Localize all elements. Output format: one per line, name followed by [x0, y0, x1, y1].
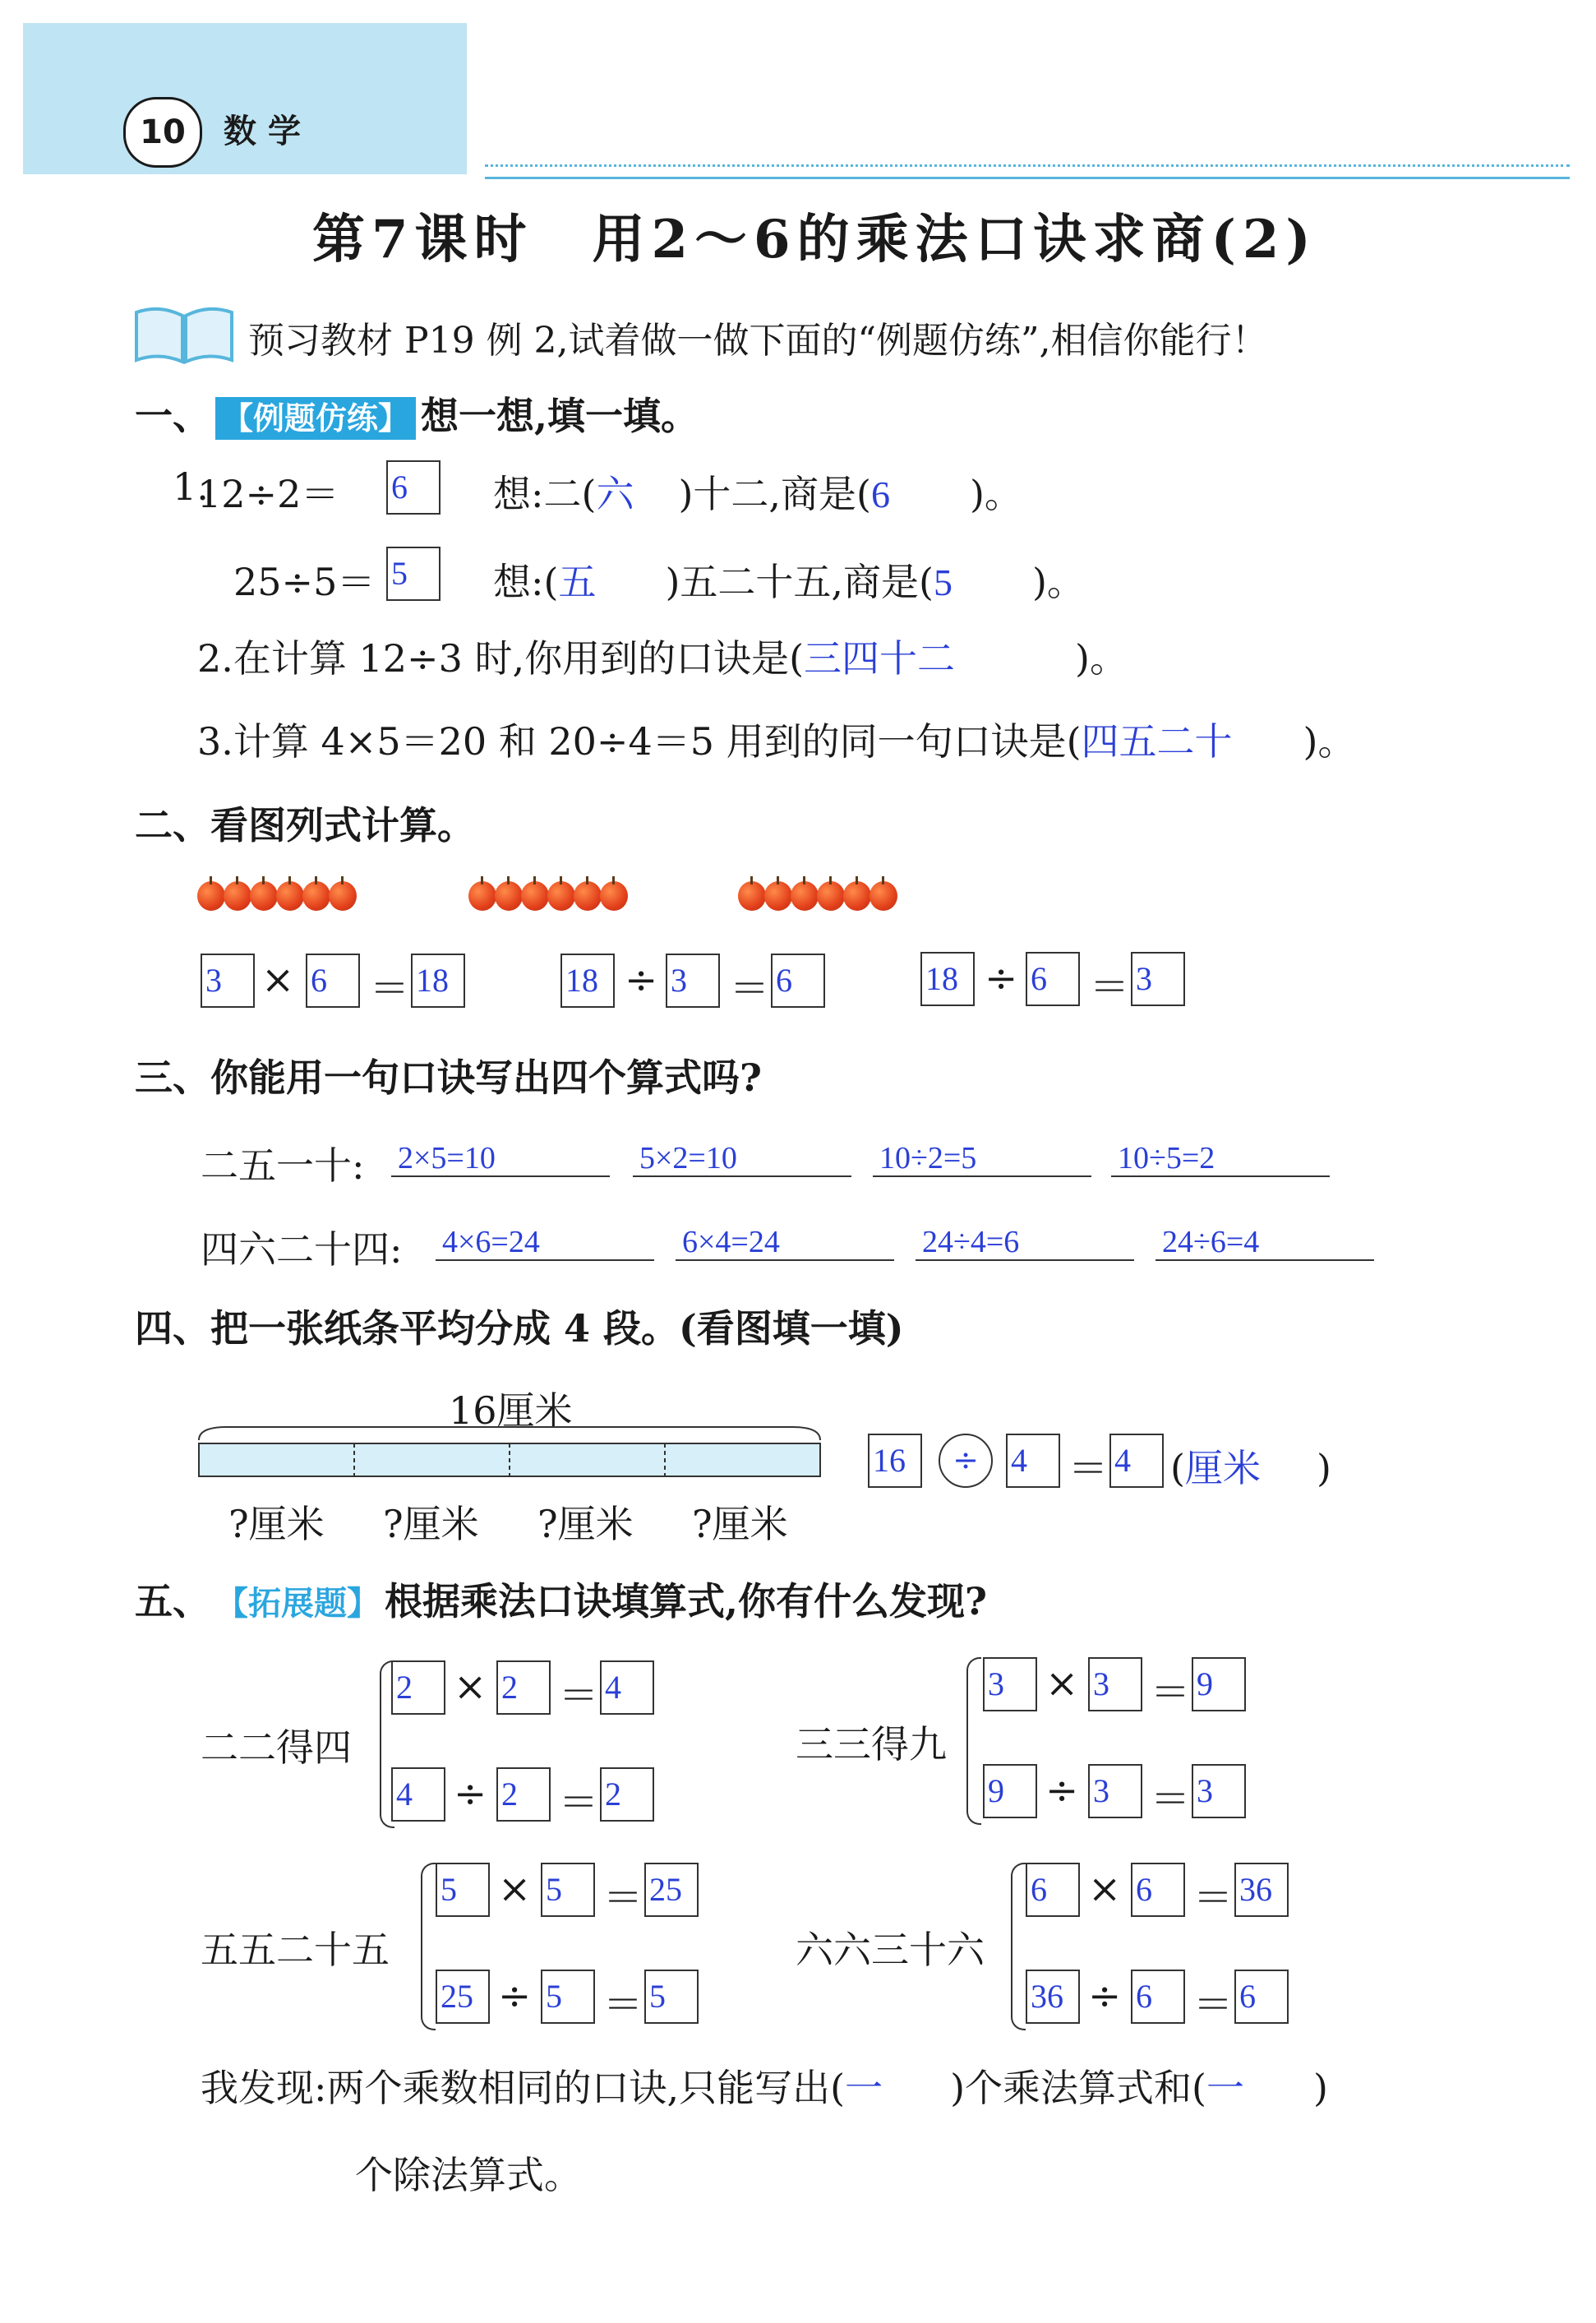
operator-circle[interactable]: ÷	[939, 1434, 993, 1488]
apple-group	[738, 881, 896, 911]
koujue-row2: 四六二十四:	[201, 1227, 403, 1272]
operator: ÷	[985, 955, 1018, 1001]
apple-icon	[764, 881, 792, 911]
apple-icon	[329, 881, 357, 911]
unit-line: (厘米 )	[1170, 1439, 1331, 1493]
koujue-label: 五五二十五	[201, 1928, 390, 1972]
operator: ×	[1088, 1866, 1122, 1912]
answer-box[interactable]: 6	[771, 954, 825, 1008]
subject-label: 数学	[224, 113, 312, 150]
q1-number: 1.	[173, 464, 209, 509]
paper-strip-diagram	[194, 1422, 827, 1488]
operator: ＝	[603, 1875, 643, 1921]
answer-line[interactable]: 10÷5=2	[1111, 1139, 1330, 1177]
koujue-label: 六六三十六	[796, 1928, 985, 1972]
apple-icon	[521, 881, 549, 911]
preview-text: 预习教材 P19 例 2,试着做一做下面的“例题仿练”,相信你能行！	[248, 320, 1268, 362]
answer-text: 6	[870, 473, 890, 515]
operator: ＝	[603, 1982, 643, 2028]
answer-box[interactable]: 36	[1234, 1863, 1289, 1917]
operator: ＝	[559, 1780, 599, 1826]
answer-box[interactable]: 6	[1131, 1863, 1185, 1917]
answer-box[interactable]: 5	[541, 1970, 595, 2024]
section-1-heading	[135, 386, 699, 441]
answer-box[interactable]: 5	[386, 547, 441, 601]
answer-box[interactable]: 36	[1026, 1970, 1080, 2024]
segment-label: ?厘米	[537, 1502, 634, 1546]
operator: ＝	[1090, 964, 1130, 1010]
answer-text: 五	[558, 561, 597, 603]
q1-think-line1: 想:二(六 )十二,商是(6 )。	[493, 464, 1022, 519]
example-tag: 【例题仿练】	[215, 397, 416, 440]
apple-icon	[791, 881, 819, 911]
answer-box[interactable]: 2	[391, 1660, 445, 1715]
apple-icon	[468, 881, 496, 911]
apple-icon	[843, 881, 871, 911]
answer-box[interactable]: 6	[1234, 1970, 1289, 2024]
koujue-label: 二二得四	[201, 1725, 352, 1770]
lesson-title: 第7课时 用2～6的乘法口诀求商(2)	[312, 209, 1317, 270]
answer-box[interactable]: 6	[1026, 952, 1080, 1006]
answer-box[interactable]: 2	[496, 1767, 551, 1822]
answer-box[interactable]: 2	[496, 1660, 551, 1715]
q1-think-line2: 想:(五 )五二十五,商是(5 )。	[493, 552, 1085, 607]
answer-box[interactable]: 25	[644, 1863, 699, 1917]
brace	[966, 1657, 981, 1825]
answer-line[interactable]: 24÷6=4	[1155, 1223, 1374, 1261]
koujue-row1: 二五一十:	[201, 1143, 365, 1188]
answer-box[interactable]: 18	[411, 954, 465, 1008]
apple-icon	[817, 881, 845, 911]
apple-icon	[224, 881, 251, 911]
q2-line: 2.在计算 12÷3 时,你用到的口诀是(三四十二 )。	[197, 629, 1128, 683]
apple-group	[468, 881, 626, 911]
apple-group	[197, 881, 355, 911]
answer-box[interactable]: 6	[306, 954, 360, 1008]
operator: ×	[1045, 1660, 1079, 1706]
apple-icon	[547, 881, 575, 911]
answer-line[interactable]: 10÷2=5	[873, 1139, 1091, 1177]
answer-text: 一	[1206, 2067, 1244, 2109]
apple-icon	[869, 881, 897, 911]
answer-box[interactable]: 3	[666, 954, 720, 1008]
answer-box[interactable]: 5	[541, 1863, 595, 1917]
section-1-text: 想一想,填一填。	[421, 394, 699, 438]
strip-total-length: 16厘米	[449, 1388, 573, 1433]
answer-box[interactable]: 2	[600, 1767, 654, 1822]
operator: ＝	[1151, 1670, 1191, 1716]
answer-box[interactable]: 3	[983, 1657, 1037, 1711]
answer-line[interactable]: 6×4=24	[676, 1223, 894, 1261]
answer-box[interactable]: 6	[1131, 1970, 1185, 2024]
apple-icon	[495, 881, 523, 911]
apple-icon	[574, 881, 602, 911]
answer-box[interactable]: 4	[391, 1767, 445, 1822]
operator: ＝	[559, 1673, 599, 1719]
segment-label: ?厘米	[692, 1502, 788, 1546]
answer-box[interactable]: 25	[436, 1970, 490, 2024]
apple-icon	[600, 881, 628, 911]
section-5-heading: 五、 【拓展题】 根据乘法口诀填算式,你有什么发现?	[135, 1579, 987, 1623]
header-divider	[485, 164, 1570, 179]
answer-text: 一	[845, 2067, 883, 2109]
answer-box[interactable]: 3	[1088, 1764, 1142, 1818]
section-1-number: 一、	[135, 394, 210, 438]
operator: ×	[261, 957, 295, 1003]
apple-icon	[302, 881, 330, 911]
apple-icon	[250, 881, 278, 911]
answer-text: 四五二十	[1081, 721, 1233, 763]
section-2-heading: 二、看图列式计算。	[135, 803, 475, 847]
answer-box[interactable]: 4	[600, 1660, 654, 1715]
operator: ＝	[1068, 1446, 1109, 1492]
extension-tag: 【拓展题】	[215, 1585, 380, 1623]
q1-expr2: 25÷5＝	[233, 560, 376, 604]
q3-line: 3.计算 4×5＝20 和 20÷4＝5 用到的同一句口诀是(四五二十 )。	[197, 712, 1356, 766]
section-4-heading: 四、把一张纸条平均分成 4 段。(看图填一填)	[135, 1306, 904, 1351]
answer-box[interactable]: 6	[386, 460, 441, 515]
operator: ＝	[1193, 1875, 1234, 1921]
finding-line: 我发现:两个乘数相同的口诀,只能写出(一 )个乘法算式和(一 )	[201, 2058, 1328, 2113]
koujue-label: 三三得九	[796, 1722, 947, 1766]
page-number: 10	[123, 97, 202, 168]
apple-icon	[738, 881, 766, 911]
operator: ÷	[1045, 1767, 1079, 1813]
answer-box[interactable]: 9	[1192, 1657, 1246, 1711]
q1-expr1: 12÷2＝	[197, 472, 339, 516]
segment-label: ?厘米	[383, 1502, 479, 1546]
operator: ÷	[625, 957, 658, 1003]
answer-line[interactable]: 2×5=10	[391, 1139, 610, 1177]
operator: ÷	[498, 1973, 532, 2019]
answer-box[interactable]: 6	[1026, 1863, 1080, 1917]
answer-box[interactable]: 18	[560, 954, 615, 1008]
book-icon	[131, 304, 237, 367]
operator: ×	[454, 1664, 487, 1710]
answer-box[interactable]: 5	[436, 1863, 490, 1917]
answer-text: 5	[933, 561, 953, 603]
answer-text: 厘米	[1184, 1448, 1261, 1489]
answer-box[interactable]: 3	[1131, 952, 1185, 1006]
finding-line-2: 个除法算式。	[355, 2153, 582, 2197]
operator: ＝	[1193, 1982, 1234, 2028]
answer-box[interactable]: 5	[644, 1970, 699, 2024]
answer-text: 三四十二	[804, 638, 956, 680]
apple-icon	[197, 881, 225, 911]
operator: ＝	[1151, 1776, 1191, 1822]
brace	[1011, 1863, 1026, 2030]
answer-box[interactable]: 16	[868, 1434, 922, 1488]
answer-box[interactable]: 4	[1006, 1434, 1060, 1488]
answer-box[interactable]: 9	[983, 1764, 1037, 1818]
operator: ÷	[454, 1771, 487, 1817]
answer-box[interactable]: 3	[201, 954, 255, 1008]
answer-text: 六	[596, 473, 634, 515]
answer-box[interactable]: 3	[1088, 1657, 1142, 1711]
operator: ×	[498, 1866, 532, 1912]
operator: ＝	[730, 966, 770, 1012]
answer-box[interactable]: 4	[1109, 1434, 1164, 1488]
answer-box[interactable]: 3	[1192, 1764, 1246, 1818]
segment-label: ?厘米	[228, 1502, 325, 1546]
apple-icon	[276, 881, 304, 911]
brace	[421, 1863, 436, 2030]
operator: ÷	[1088, 1973, 1122, 2019]
answer-line[interactable]: 24÷4=6	[916, 1223, 1134, 1261]
operator: ＝	[370, 966, 410, 1012]
answer-box[interactable]: 18	[920, 952, 975, 1006]
answer-line[interactable]: 5×2=10	[633, 1139, 851, 1177]
section-3-heading: 三、你能用一句口诀写出四个算式吗?	[135, 1055, 762, 1100]
answer-line[interactable]: 4×6=24	[436, 1223, 654, 1261]
